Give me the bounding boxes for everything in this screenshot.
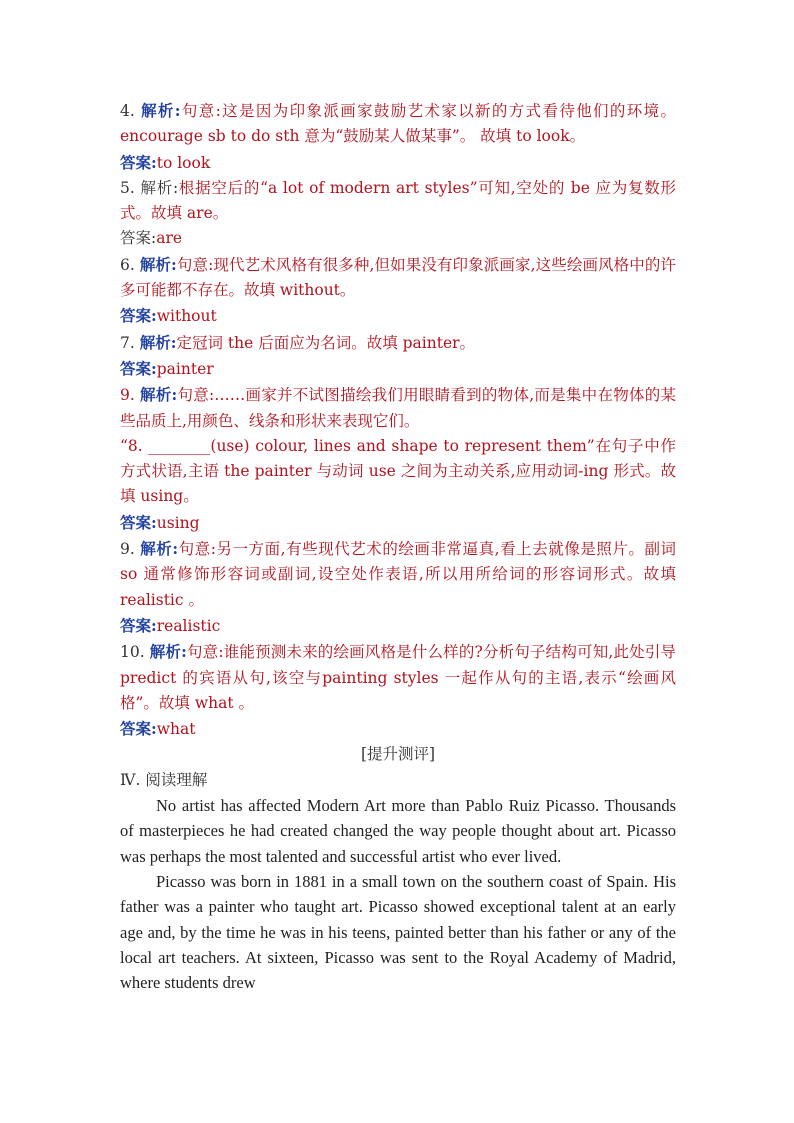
answer-text: painter xyxy=(156,359,214,378)
answer-line xyxy=(120,303,676,329)
answer-item-4 xyxy=(120,98,676,176)
explanation-label: 解析: xyxy=(141,101,181,120)
explanation-label: 解析: xyxy=(139,332,177,352)
item-number: 4. xyxy=(120,102,142,120)
explanation-continuation xyxy=(120,434,676,510)
answer-line xyxy=(120,613,676,639)
explanation-paragraph xyxy=(120,330,676,356)
explanation-label: 解析: xyxy=(140,178,179,197)
answer-text: are xyxy=(156,229,183,248)
item-number: 7. xyxy=(120,333,140,352)
answer-label: 答案: xyxy=(120,306,157,326)
explanation-label: 解析: xyxy=(149,642,187,662)
answer-text: to look xyxy=(156,153,211,172)
explanation-text: 句意:……画家并不试图描绘我们用眼睛看到的物体,而是集中在物体的某些品质上,用颜色、线条和形状来表现它们。 xyxy=(120,386,676,430)
explanation-text: 句意:这是因为印象派画家鼓励艺术家以新的方式看待他们的环境。encourage sb to do sth 意为“鼓励某人做某事”。 故填 to look。 xyxy=(120,102,676,146)
explanation-text: 句意:另一方面,有些现代艺术的绘画非常逼真,看上去就像是照片。副词 so 通常修饰形容词或副词,设空处作表语,所以用所给词的形容词形式。故填 realistic 。 xyxy=(120,540,676,609)
answer-text: without xyxy=(156,307,217,326)
answer-item-7 xyxy=(120,330,676,383)
answer-label: 答案: xyxy=(120,229,157,248)
explanation-text: 在句子中作方式状语,主语 the painter 与动词 use 之间为主动关系,应用动词-ing 形式。故填 using。 xyxy=(120,436,676,506)
answer-line xyxy=(120,510,676,536)
answer-label: 答案: xyxy=(120,358,157,378)
item-number: 9. xyxy=(120,386,140,405)
explanation-paragraph xyxy=(120,176,676,227)
answer-label: 答案: xyxy=(120,615,157,635)
answer-line xyxy=(120,716,676,742)
answer-text: using xyxy=(156,513,200,532)
explanation-label: 解析: xyxy=(140,539,179,559)
explanation-label: 解析: xyxy=(139,254,177,274)
answer-item-8 xyxy=(120,382,676,536)
answer-label: 答案: xyxy=(120,512,157,532)
explanation-text: 根据空后的“a lot of modern art styles”可知,空处的 be 应为复数形式。故填 are。 xyxy=(120,178,677,223)
explanation-paragraph xyxy=(120,252,676,304)
answer-item-10 xyxy=(120,639,676,742)
item-number: 10. xyxy=(120,643,150,662)
reading-paragraph-1: No artist has affected Modern Art more than Pablo Ruiz Picasso. Thousands of masterpieces he had created changed the way people thought about art. Picasso was perhaps the most talented and successful artist who ever lived. xyxy=(120,796,676,866)
quoted-sentence: “8. ________(use) colour, lines and shape to represent them” xyxy=(120,436,595,455)
explanation-paragraph xyxy=(120,536,676,613)
answer-item-5 xyxy=(120,176,676,252)
answer-text: realistic xyxy=(156,616,221,635)
answer-label: 答案: xyxy=(120,152,157,172)
explanation-paragraph xyxy=(120,382,676,434)
reading-paragraph-2: Picasso was born in 1881 in a small town on the southern coast of Spain. His father was a painter who taught art. Picasso showed exceptional talent at an early age and, by the time he was in his teens, painted better than his father or any of the local art teachers. At sixteen, Picasso was sent to the Royal Academy of Madrid, where students drew xyxy=(120,871,676,993)
document-content xyxy=(120,98,676,995)
explanation-text: 句意:谁能预测未来的绘画风格是什么样的?分析句子结构可知,此处引导predict 的宾语从句,该空与painting styles 一起作从句的主语,表示“绘画风格”。故填 what 。 xyxy=(120,643,676,712)
answer-label: 答案: xyxy=(120,719,157,739)
item-number: 6. xyxy=(120,255,140,274)
answer-line xyxy=(120,150,676,176)
section-title: Ⅳ. 阅读理解 xyxy=(120,770,208,789)
explanation-text: 句意:现代艺术风格有很多种,但如果没有印象派画家,这些绘画风格中的许多可能都不存在。故填 without。 xyxy=(120,255,676,300)
answer-item-6 xyxy=(120,252,676,330)
answer-line xyxy=(120,356,676,382)
explanation-label: 解析: xyxy=(139,385,178,405)
explanation-paragraph xyxy=(120,639,676,716)
section-heading: [提升测评] xyxy=(360,745,436,764)
answer-line xyxy=(120,226,676,251)
item-number: 5. xyxy=(120,178,141,197)
answer-item-9 xyxy=(120,536,676,639)
item-number: 9. xyxy=(120,540,141,559)
answer-text: what xyxy=(156,720,196,739)
explanation-text: 定冠词 the 后面应为名词。故填 painter。 xyxy=(176,333,476,352)
explanation-paragraph xyxy=(120,98,676,150)
